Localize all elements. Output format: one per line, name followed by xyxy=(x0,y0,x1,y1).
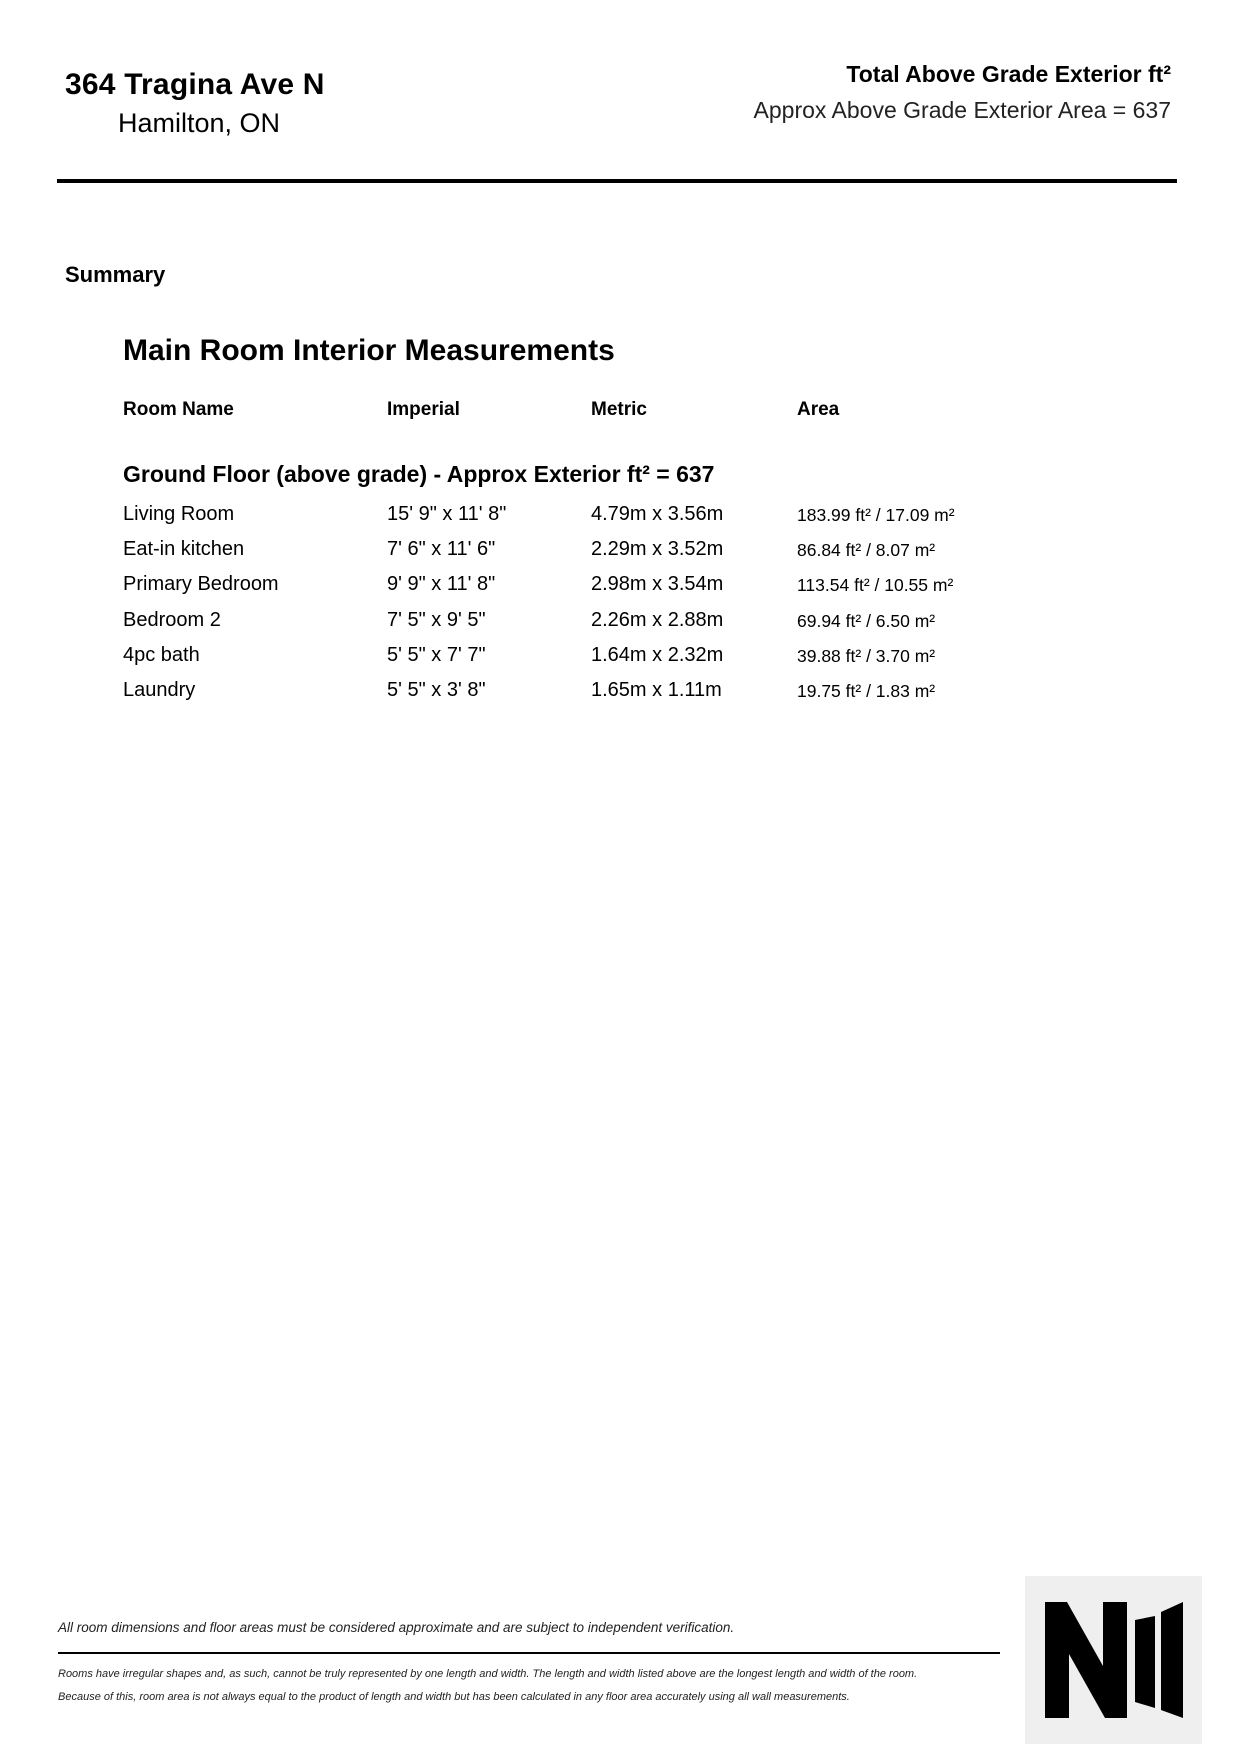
table-row xyxy=(123,609,1023,644)
room-area: 113.54 ft² / 10.55 m² xyxy=(797,575,954,596)
table-row xyxy=(123,644,1023,679)
room-metric: 2.26m x 2.88m xyxy=(591,608,724,631)
room-imperial: 7' 5" x 9' 5" xyxy=(387,608,486,631)
room-metric: 1.65m x 1.11m xyxy=(591,678,722,701)
room-imperial: 15' 9" x 11' 8" xyxy=(387,503,507,525)
room-metric: 2.98m x 3.54m xyxy=(591,573,724,596)
floor-title: Ground Floor (above grade) - Approx Exterior ft² = 637 xyxy=(123,461,715,487)
table-row xyxy=(123,503,1023,538)
room-area: 69.94 ft² / 6.50 m² xyxy=(797,610,936,631)
header-divider xyxy=(57,179,1177,183)
brand-logo xyxy=(1025,1576,1202,1744)
footer-divider xyxy=(58,1652,1000,1654)
room-imperial: 7' 6" x 11' 6" xyxy=(387,538,496,561)
room-imperial: 9' 9" x 11' 8" xyxy=(387,573,496,596)
room-list xyxy=(123,503,1023,714)
room-name: 4pc bath xyxy=(123,643,200,666)
property-city: Hamilton, ON xyxy=(118,108,281,138)
room-area: 19.75 ft² / 1.83 m² xyxy=(797,680,936,701)
table-row xyxy=(123,679,1023,714)
column-header-imperial: Imperial xyxy=(387,399,460,420)
summary-label: Summary xyxy=(65,262,166,287)
footer-fine-print-2: Because of this, room area is not always equal to the product of length and width but has been calculated in any floor area accurately using all wall measurements. xyxy=(58,1691,850,1703)
table-row xyxy=(123,573,1023,608)
room-metric: 4.79m x 3.56m xyxy=(591,503,724,525)
footer-fine-print-1: Rooms have irregular shapes and, as such, cannot be truly represented by one length and width. The length and width listed above are the longest length and width of the room. xyxy=(58,1668,918,1680)
section-title: Main Room Interior Measurements xyxy=(123,334,615,367)
brand-logo-icon xyxy=(1043,1596,1183,1724)
room-imperial: 5' 5" x 3' 8" xyxy=(387,678,486,701)
room-name: Eat-in kitchen xyxy=(123,538,245,561)
room-name: Living Room xyxy=(123,503,235,525)
property-address: 364 Tragina Ave N xyxy=(65,68,325,101)
column-header-area: Area xyxy=(797,399,840,420)
table-row xyxy=(123,538,1023,573)
column-header-metric: Metric xyxy=(591,399,647,420)
room-name: Bedroom 2 xyxy=(123,608,221,631)
room-area: 183.99 ft² / 17.09 m² xyxy=(797,505,955,525)
room-name: Laundry xyxy=(123,678,196,701)
room-metric: 2.29m x 3.52m xyxy=(591,538,724,561)
room-imperial: 5' 5" x 7' 7" xyxy=(387,643,486,666)
total-area-subtitle: Approx Above Grade Exterior Area = 637 xyxy=(753,97,1171,123)
room-area: 86.84 ft² / 8.07 m² xyxy=(797,540,936,561)
room-metric: 1.64m x 2.32m xyxy=(591,643,724,666)
column-header-room-name: Room Name xyxy=(123,399,234,420)
room-area: 39.88 ft² / 3.70 m² xyxy=(797,645,936,666)
room-name: Primary Bedroom xyxy=(123,573,279,596)
total-area-title: Total Above Grade Exterior ft² xyxy=(846,61,1171,87)
footer-disclaimer: All room dimensions and floor areas must be considered approximate and are subject to independent verification. xyxy=(58,1620,735,1635)
